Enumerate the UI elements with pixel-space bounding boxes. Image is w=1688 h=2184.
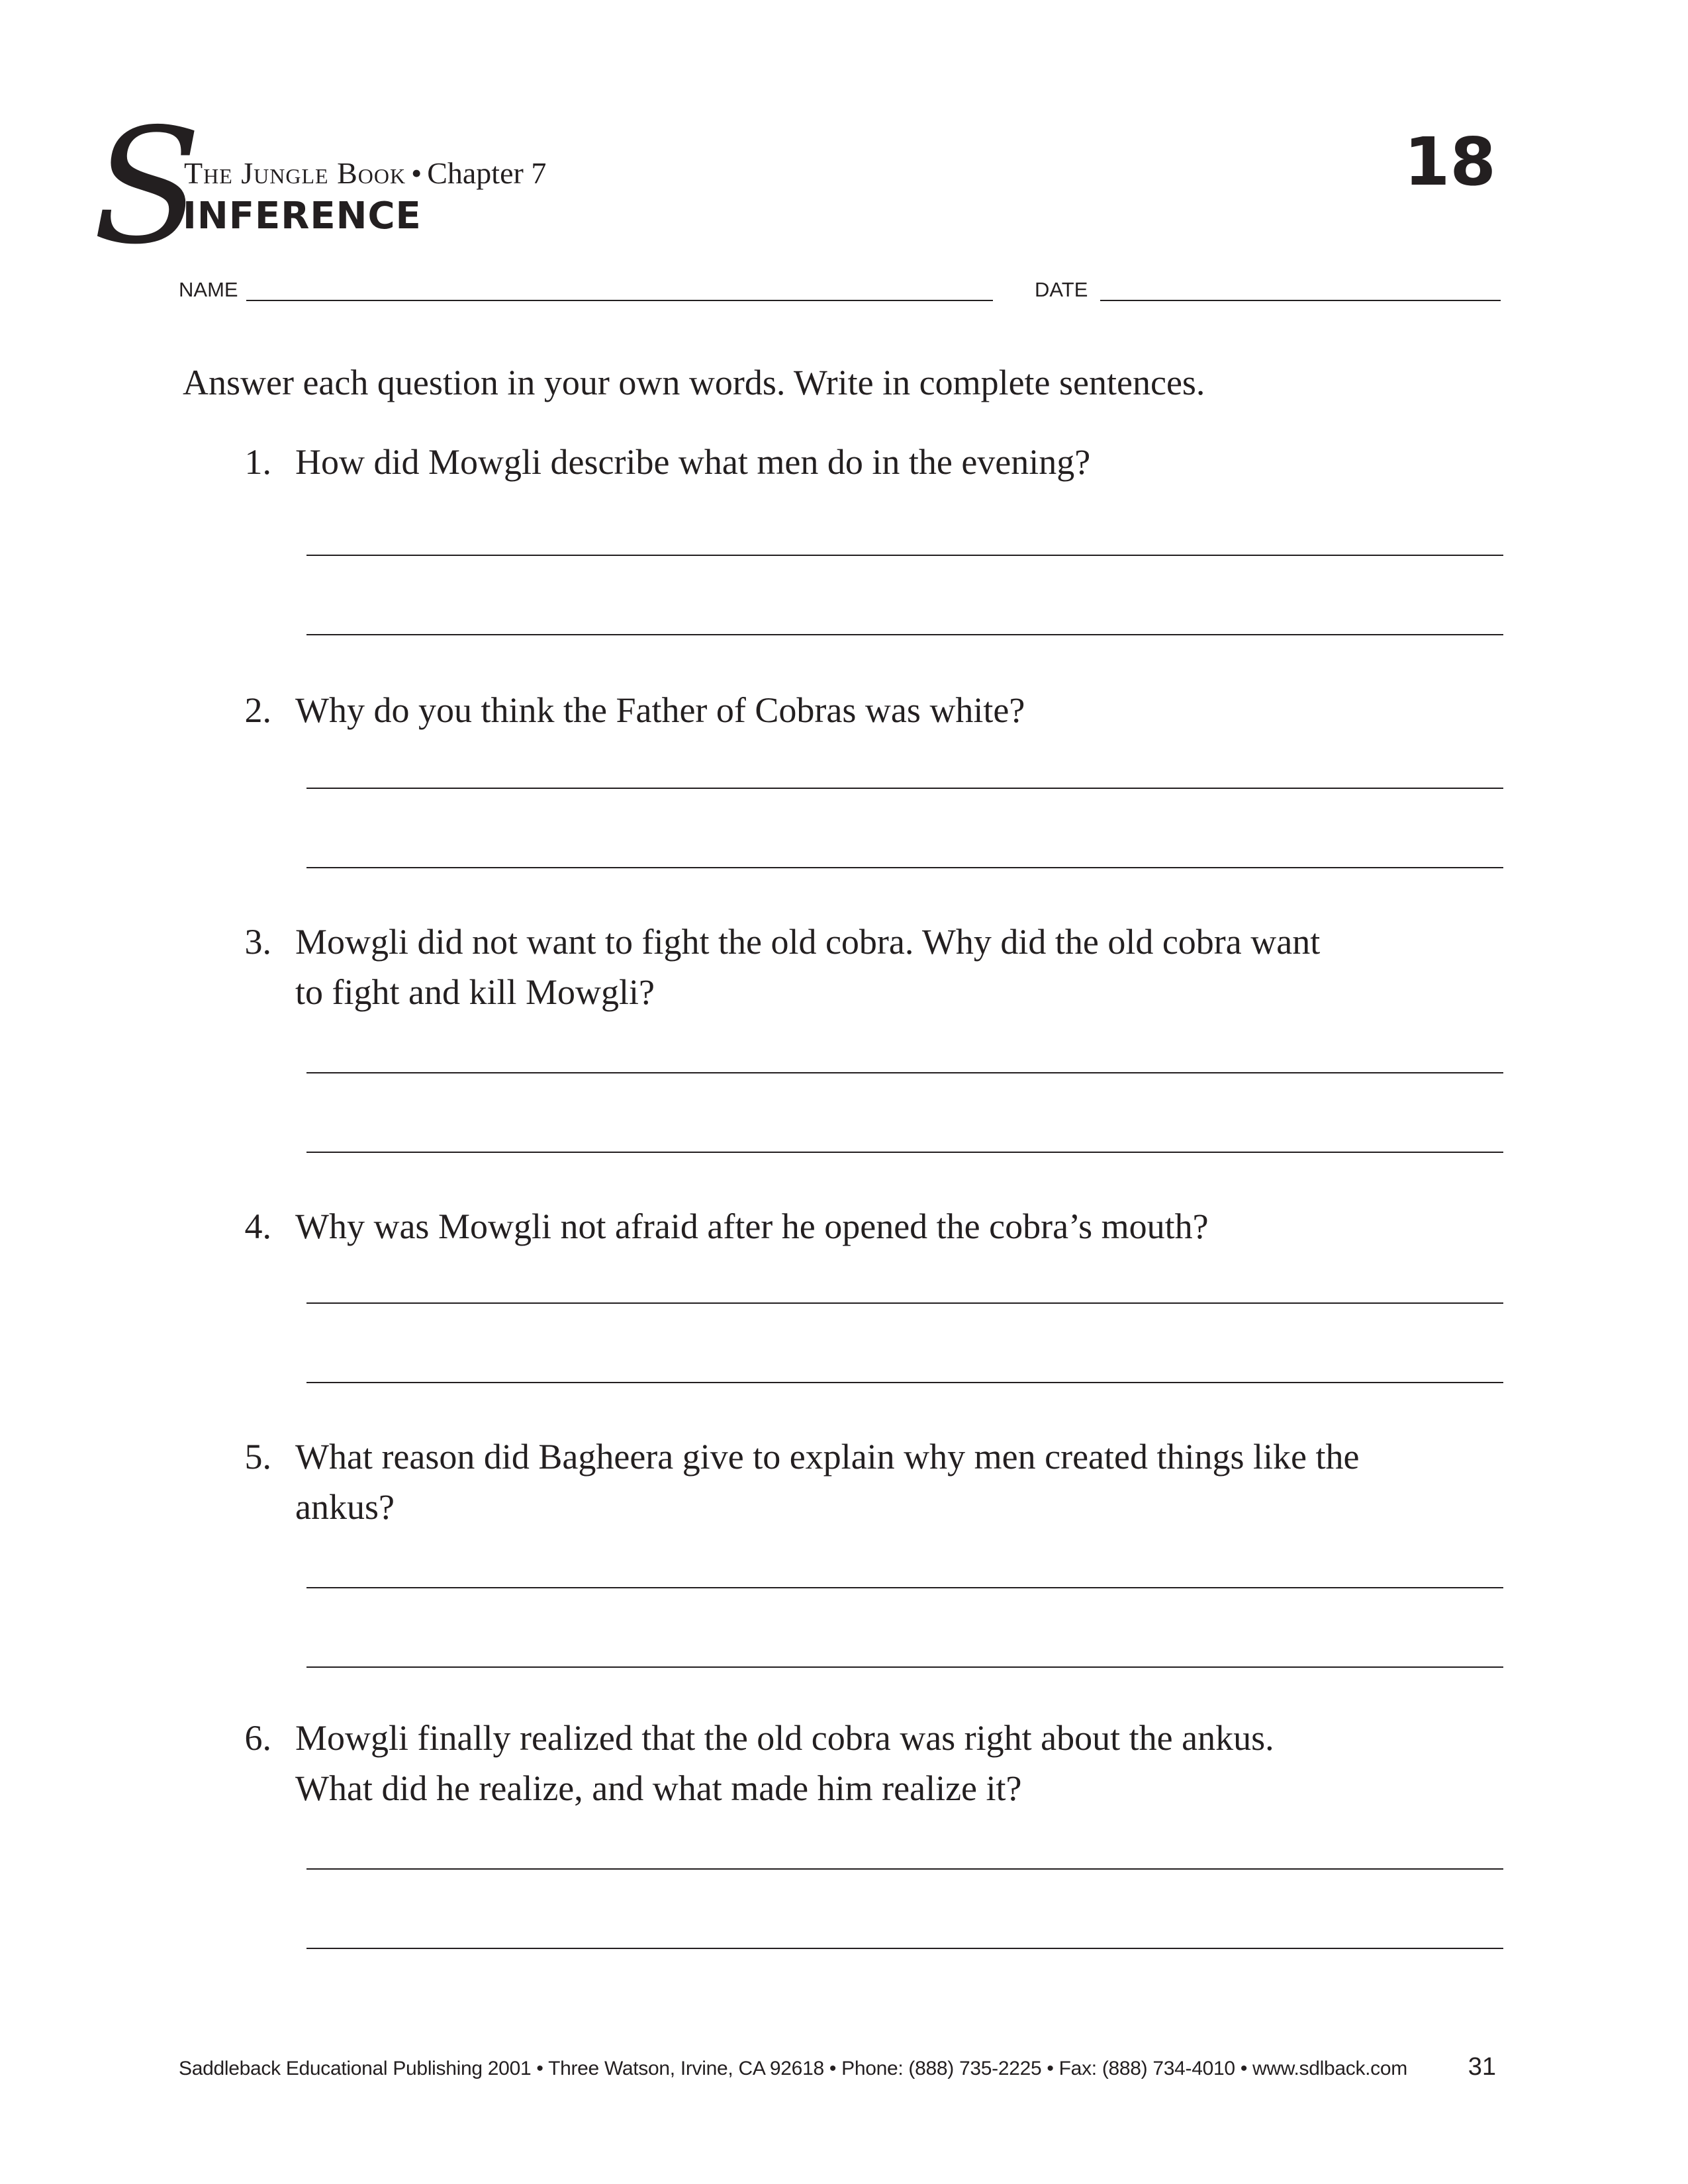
question-number: 5. [244,1437,271,1477]
worksheet-number: 18 [1403,123,1496,201]
answer-line[interactable] [306,867,1503,868]
answer-line[interactable] [306,634,1503,635]
publisher-logo: S [93,94,202,279]
answer-line[interactable] [306,1587,1503,1588]
title-separator: • [411,156,422,190]
question-text: Why do you think the Father of Cobras was white? [295,690,1025,730]
question-text: Mowgli did not want to fight the old cobra. Why did the old cobra want to fight and kill Mowgli? [295,922,1321,1012]
answer-line[interactable] [306,1868,1503,1870]
answer-line[interactable] [306,1666,1503,1668]
page-number: 31 [1468,2053,1496,2081]
question-number: 4. [244,1206,271,1246]
answer-line[interactable] [306,1152,1503,1153]
instructions: Answer each question in your own words. Write in complete sentences. [183,363,1205,402]
date-label: DATE [1035,278,1088,301]
answer-line[interactable] [306,1072,1503,1073]
publisher-footer: Saddleback Educational Publishing 2001 • Three Watson, Irvine, CA 92618 • Phone: (888) 735-2225 • Fax: (888) 734-4010 • www.sdlback.com [179,2058,1407,2079]
chapter-label: Chapter 7 [427,156,547,190]
answer-line[interactable] [306,1302,1503,1304]
series-line [184,154,546,193]
name-label: NAME [179,278,238,301]
name-field[interactable] [246,300,993,301]
question-text: What reason did Bagheera give to explain why men created things like the ankus? [295,1437,1360,1527]
book-title: The Jungle Book [184,156,406,190]
answer-line[interactable] [306,1382,1503,1383]
answer-line[interactable] [306,555,1503,556]
answer-line[interactable] [306,1948,1503,1949]
answer-line[interactable] [306,788,1503,789]
question-text: Why was Mowgli not afraid after he opened the cobra’s mouth? [295,1206,1209,1246]
question-text: How did Mowgli describe what men do in the evening? [295,442,1091,482]
question-number: 3. [244,922,271,962]
worksheet-title: INFERENCE [183,195,422,238]
question-text: Mowgli finally realized that the old cobra was right about the ankus. What did he realize, and what made him realize it? [295,1718,1274,1808]
question-number: 2. [244,690,271,730]
question-number: 1. [244,442,271,482]
question-number: 6. [244,1718,271,1758]
date-field[interactable] [1100,300,1501,301]
